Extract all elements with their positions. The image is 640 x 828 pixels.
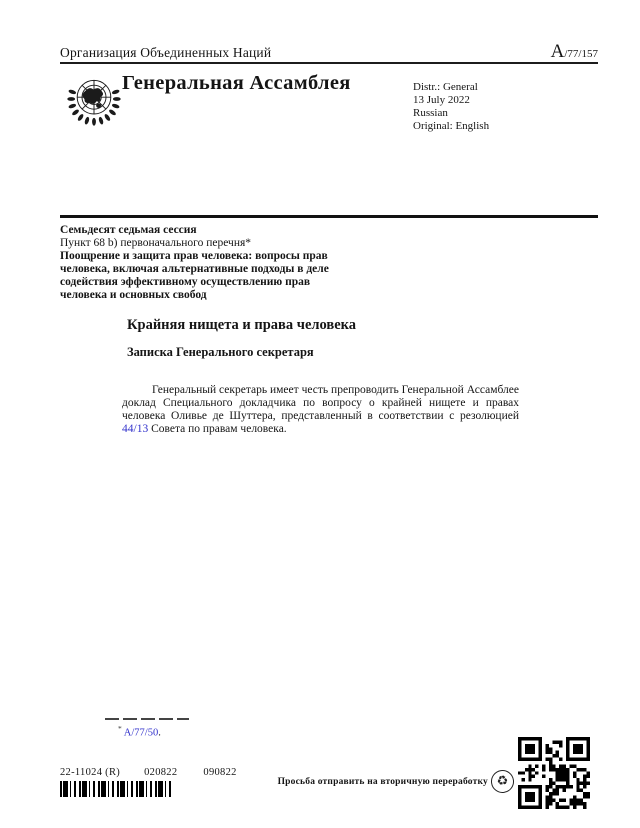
barcode <box>60 781 172 797</box>
body-paragraph <box>122 384 519 437</box>
distr-line: 13 July 2022 <box>413 94 470 106</box>
recycle-icon: ♻ <box>490 769 516 795</box>
paragraph-text: Генеральный секретарь имеет честь препроводить Генеральной Ассамблее доклад Специального докладчика по вопросу о крайней нищете и правах человека Оливье де Шуттера, представленный в соответствии с резолюцией <box>122 383 519 422</box>
un-emblem-icon <box>60 69 128 129</box>
footnote-document-link[interactable]: A/77/50 <box>123 727 159 739</box>
header-thick-rule <box>60 215 598 218</box>
report-subtitle: Записка Генерального секретаря <box>127 345 314 359</box>
distr-line: Russian <box>413 107 448 119</box>
resolution-link[interactable]: 44/13 <box>122 423 149 436</box>
document-symbol-suffix: /77/157 <box>564 48 598 60</box>
session-block <box>60 224 360 302</box>
organization-name: Организация Объединенных Наций <box>60 45 272 60</box>
footnote-separator <box>105 718 189 720</box>
report-title: Крайняя нищета и права человека <box>127 317 357 333</box>
distr-line: Original: English <box>413 120 490 132</box>
footnote-period: . <box>158 727 161 739</box>
session-number: Семьдесят седьмая сессия <box>60 224 197 236</box>
document-symbol <box>551 41 598 63</box>
job-date-code: 020822 <box>144 767 178 778</box>
footnote-marker: * <box>118 724 122 733</box>
paragraph-text: Совета по правам человека. <box>148 423 287 436</box>
recycle-notice: Просьба отправить на вторичную переработку <box>277 777 488 787</box>
agenda-item-title: Поощрение и защита прав человека: вопросы прав человека, включая альтернативные подходы в деле содействия эффективному осуществлению прав человека и основных свобод <box>60 250 329 301</box>
document-symbol-prefix: A <box>550 41 565 62</box>
assembly-title: Генеральная Ассамблея <box>122 72 351 94</box>
qr-code <box>518 737 590 809</box>
distr-line: Distr.: General <box>413 81 478 93</box>
job-number-line <box>60 767 237 778</box>
distribution-block <box>413 81 489 133</box>
job-date-code: 090822 <box>203 767 237 778</box>
agenda-item-line: Пункт 68 b) первоначального перечня* <box>60 237 252 249</box>
header-thin-rule <box>60 62 598 64</box>
job-number: 22-11024 (R) <box>60 767 121 778</box>
footnote <box>118 724 161 739</box>
